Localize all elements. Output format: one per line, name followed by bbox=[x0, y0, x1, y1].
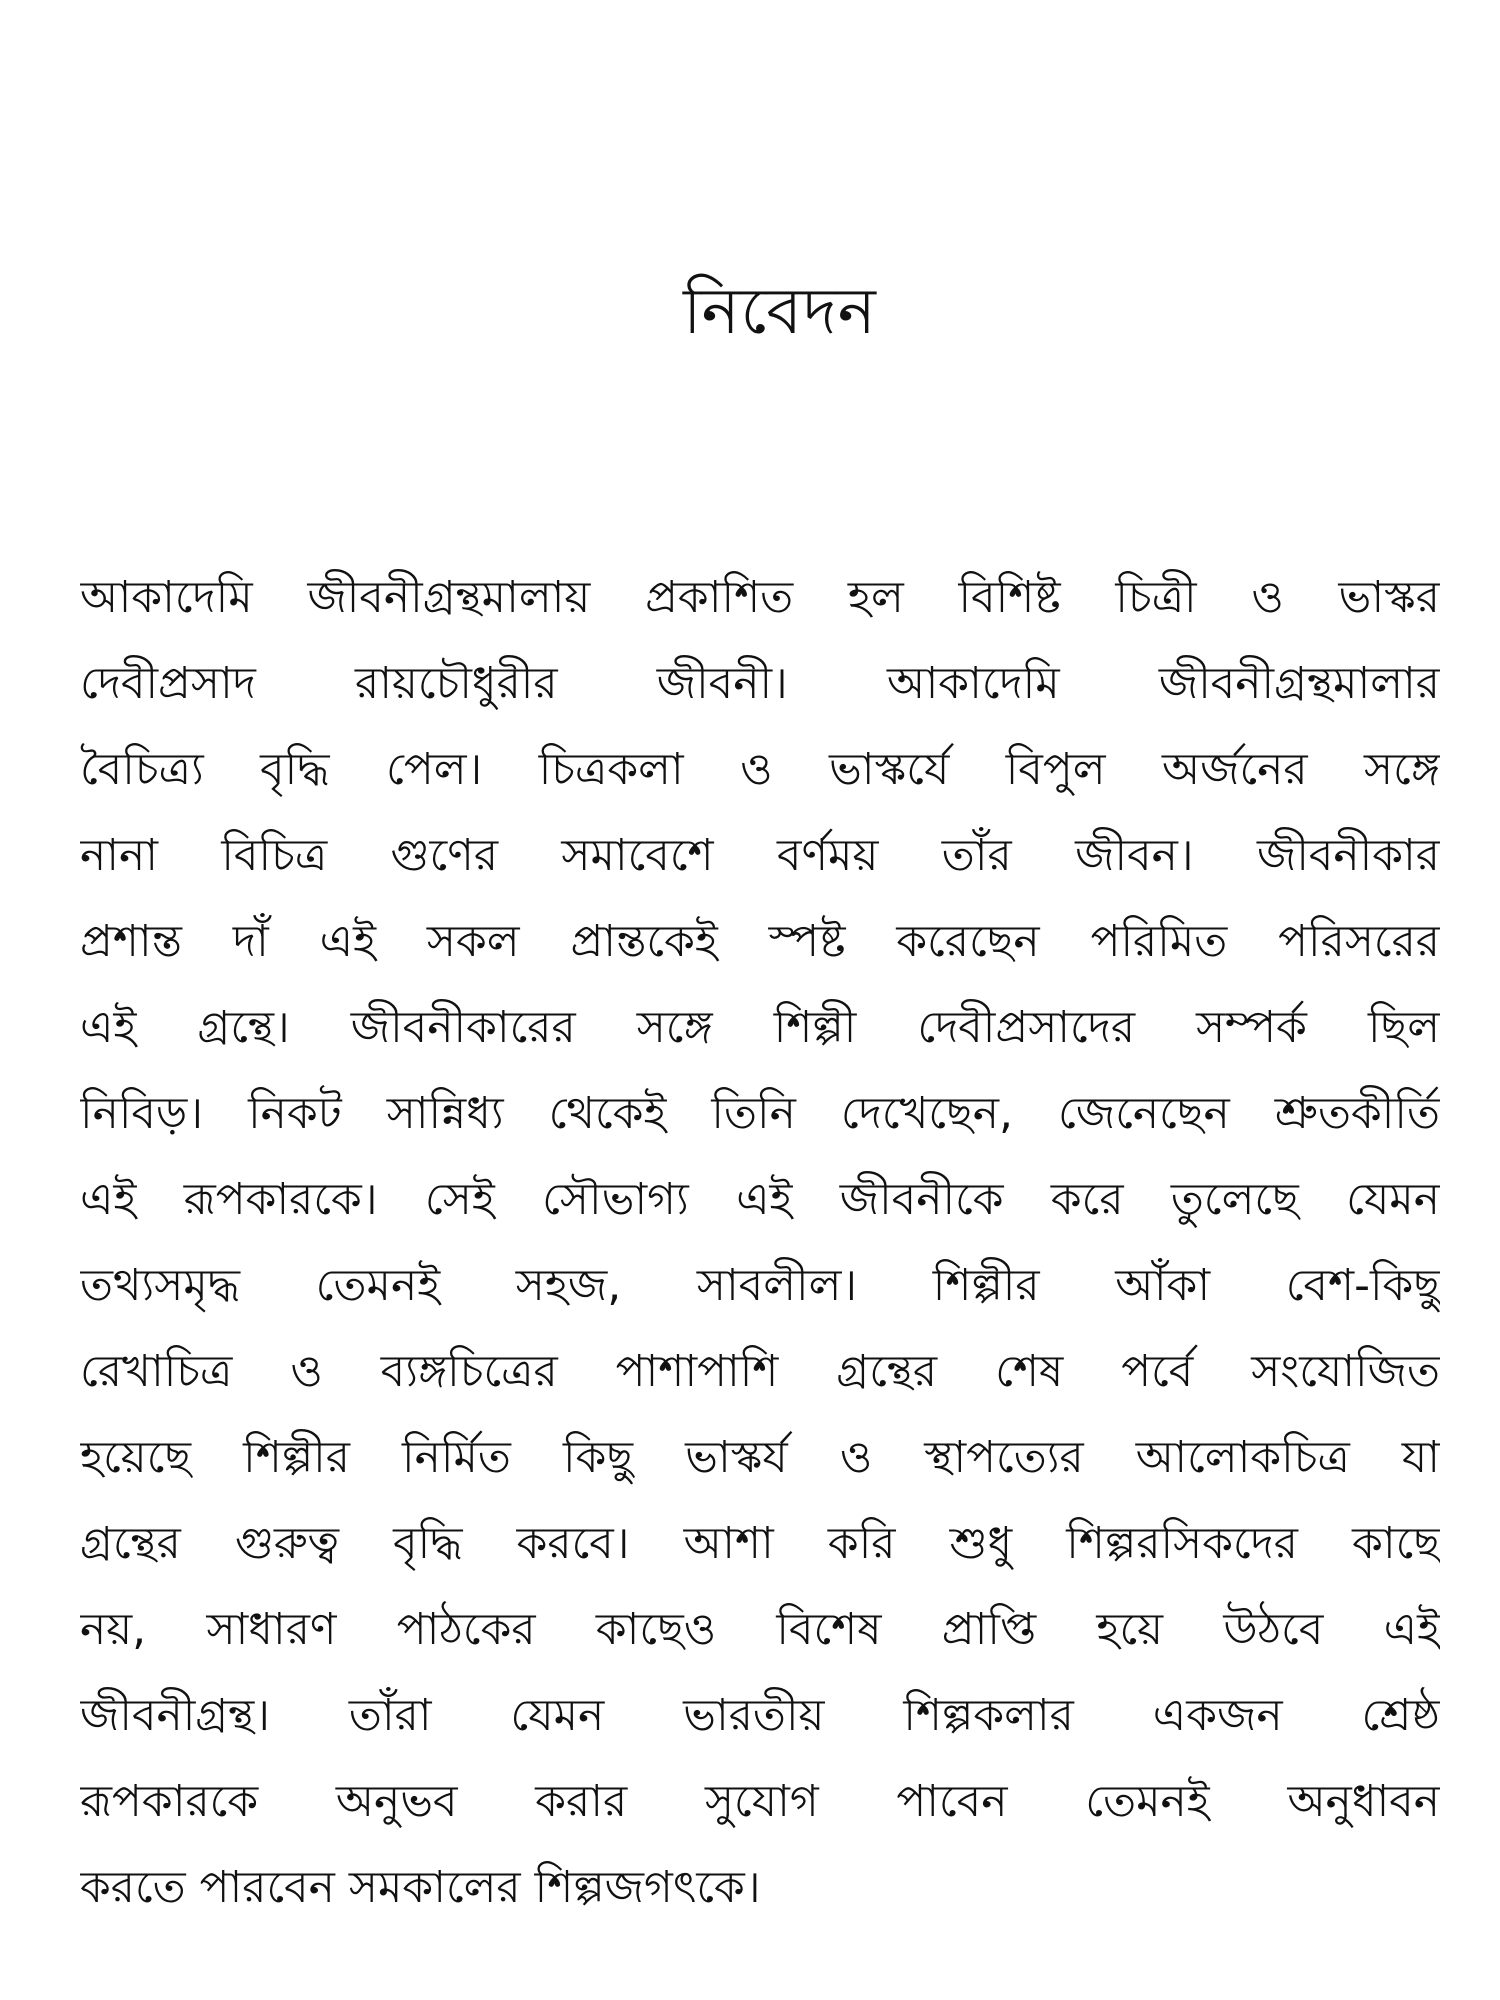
body-line: নিবিড়। নিকট সান্নিধ্য থেকেই তিনি দেখেছেন, জেনেছেন শ্রুতকীর্তি bbox=[80, 1088, 1440, 1139]
body-line: গ্রন্থের গুরুত্ব বৃদ্ধি করবে। আশা করি শুধু শিল্পরসিকদের কাছে bbox=[80, 1518, 1440, 1569]
body-line: এই গ্রন্থে। জীবনীকারের সঙ্গে শিল্পী দেবীপ্রসাদের সম্পর্ক ছিল bbox=[80, 1002, 1440, 1053]
body-line: রূপকারকে অনুভব করার সুযোগ পাবেন তেমনই অনুধাবন bbox=[80, 1776, 1440, 1827]
body-line: জীবনীগ্রন্থ। তাঁরা যেমন ভারতীয় শিল্পকলার একজন শ্রেষ্ঠ bbox=[80, 1690, 1440, 1741]
body-line: রেখাচিত্র ও ব্যঙ্গচিত্রের পাশাপাশি গ্রন্থের শেষ পর্বে সংযোজিত bbox=[80, 1346, 1440, 1397]
body-line: আকাদেমি জীবনীগ্রন্থমালায় প্রকাশিত হল বিশিষ্ট চিত্রী ও ভাস্কর bbox=[80, 572, 1440, 623]
page-title: নিবেদন bbox=[683, 275, 877, 349]
body-line: নানা বিচিত্র গুণের সমাবেশে বর্ণময় তাঁর জীবন। জীবনীকার bbox=[80, 830, 1440, 881]
preface-body bbox=[80, 555, 1440, 1931]
body-line: এই রূপকারকে। সেই সৌভাগ্য এই জীবনীকে করে তুলেছে যেমন bbox=[80, 1174, 1440, 1225]
body-line: হয়েছে শিল্পীর নির্মিত কিছু ভাস্কর্য ও স্থাপত্যের আলোকচিত্র যা bbox=[80, 1432, 1440, 1483]
body-line: বৈচিত্র্য বৃদ্ধি পেল। চিত্রকলা ও ভাস্কর্যে বিপুল অর্জনের সঙ্গে bbox=[80, 744, 1440, 795]
body-line: তথ্যসমৃদ্ধ তেমনই সহজ, সাবলীল। শিল্পীর আঁকা বেশ-কিছু bbox=[80, 1260, 1440, 1311]
body-line: দেবীপ্রসাদ রায়চৌধুরীর জীবনী। আকাদেমি জীবনীগ্রন্থমালার bbox=[80, 658, 1440, 709]
body-line-last: করতে পারবেন সমকালের শিল্পজগৎকে। bbox=[80, 1862, 761, 1913]
body-line: প্রশান্ত দাঁ এই সকল প্রান্তকেই স্পষ্ট করেছেন পরিমিত পরিসরের bbox=[80, 916, 1440, 967]
body-line: নয়, সাধারণ পাঠকের কাছেও বিশেষ প্রাপ্তি হয়ে উঠবে এই bbox=[80, 1604, 1440, 1655]
